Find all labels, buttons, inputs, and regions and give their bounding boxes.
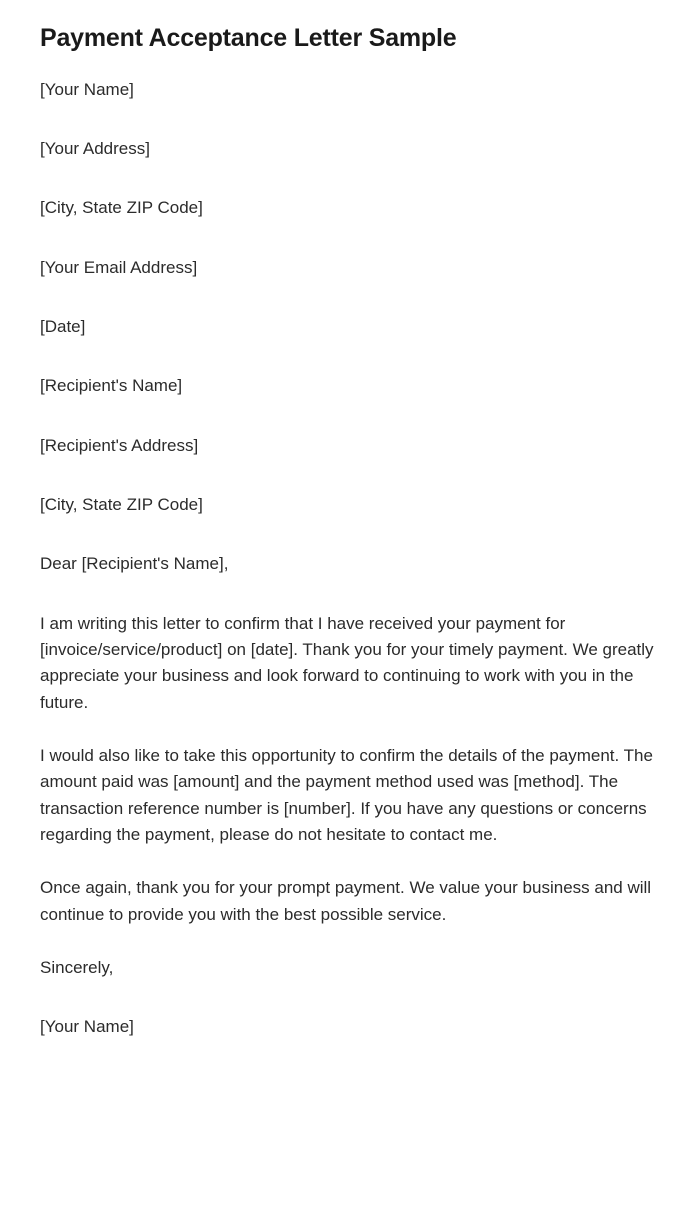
letter-body-paragraph-3: Once again, thank you for your prompt payment. We value your business and will continue to provide you with the best possible service. <box>40 878 652 924</box>
letter-line-your-city-state-zip: [City, State ZIP Code] <box>40 198 203 218</box>
letter-signature-name: [Your Name] <box>40 1017 134 1037</box>
letter-line-your-address: [Your Address] <box>40 138 150 158</box>
letter-line-your-name: [Your Name] <box>40 79 134 99</box>
letter-line-date: [Date] <box>40 316 86 336</box>
letter-body-paragraph-1: I am writing this letter to confirm that I have received your payment for [invoice/service/product] on [date]. Thank you for your timely payment. We greatly appreciate your business and look forward to continuing to work with you in the future. <box>40 613 654 712</box>
letter-line-recipient-address: [Recipient's Address] <box>40 435 199 455</box>
letter-line-your-email: [Your Email Address] <box>40 257 198 277</box>
letter-body-paragraph-2: I would also like to take this opportunity to confirm the details of the payment. The amount paid was [amount] and the payment method used was [method]. The transaction reference number is [number]. If you have any questions or concerns regarding the payment, please do not hesitate to contact me. <box>40 745 653 844</box>
letter-closing: Sincerely, <box>40 958 114 978</box>
letter-salutation: Dear [Recipient's Name], <box>40 554 229 574</box>
page-title: Payment Acceptance Letter Sample <box>40 24 457 52</box>
letter-line-recipient-city-state-zip: [City, State ZIP Code] <box>40 494 203 514</box>
letter-line-recipient-name: [Recipient's Name] <box>40 376 183 396</box>
